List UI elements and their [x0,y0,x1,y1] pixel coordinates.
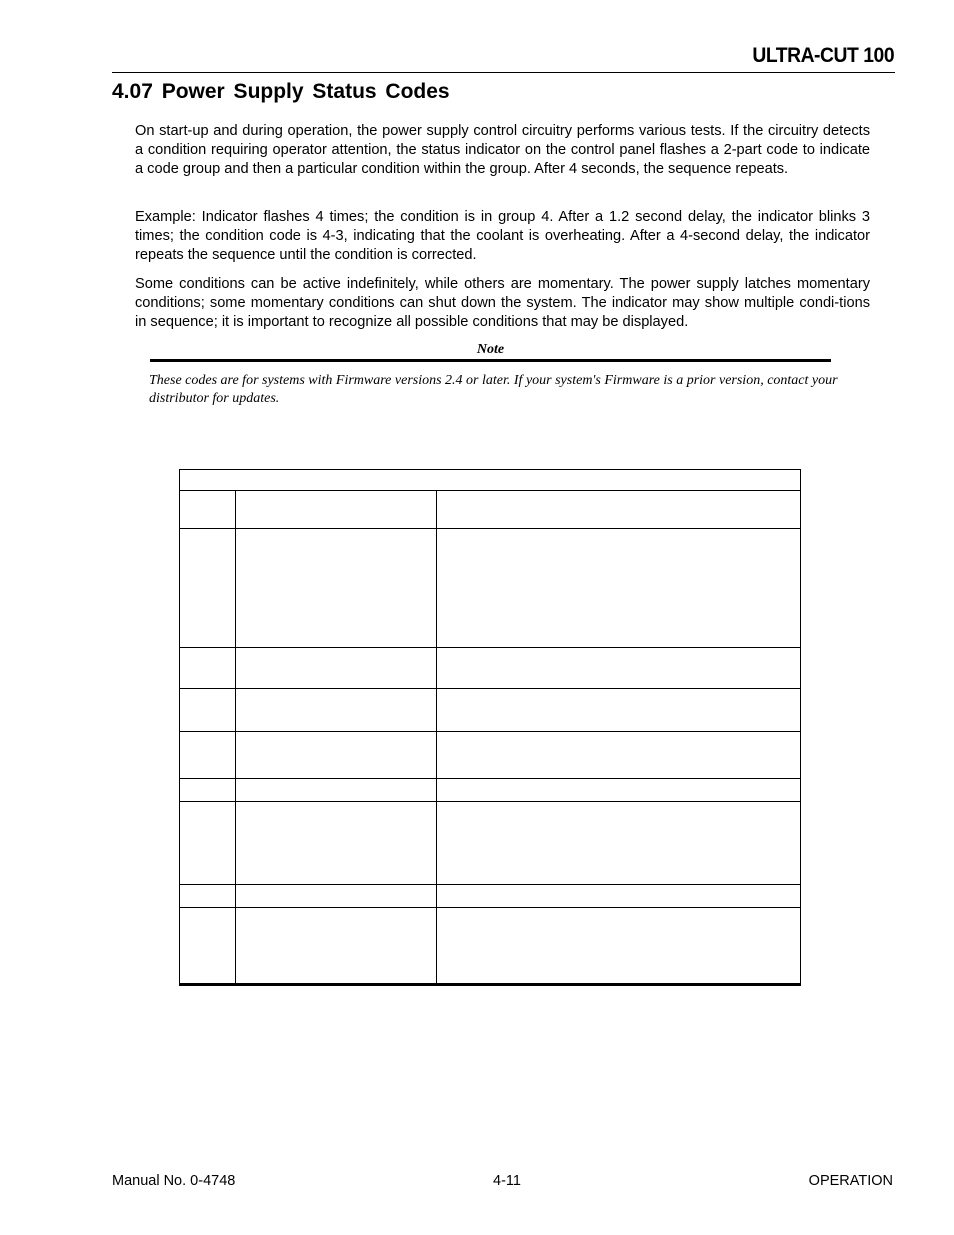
footer-manual-number: Manual No. 0-4748 [112,1173,236,1189]
section-heading: 4.07 Power Supply Status Codes [112,80,450,103]
table-row-divider [180,688,800,689]
table-row-divider [180,647,800,648]
table-row-divider [180,490,800,491]
table-row-divider [180,778,800,779]
status-code-table [179,469,801,986]
table-column-divider [436,490,437,983]
body-paragraph-1: On start-up and during operation, the power supply control circuitry performs various tests. If the circuitry detects a condition requiring operator attention, the status indicator on the control panel flashes a 2-part code to indicate a code group and then a particular condition within the group. After 4 seconds, the sequence repeats. [135,123,870,177]
note-label: Note [476,342,505,357]
table-row-divider [180,528,800,529]
table-row-divider [180,801,800,802]
document-title: ULTRA-CUT 100 [752,44,894,67]
header-rule [112,72,895,73]
footer-chapter: OPERATION [808,1173,893,1189]
table-row-divider [180,884,800,885]
table-row-divider [180,731,800,732]
table-row-divider [180,907,800,908]
note-rule [150,359,831,362]
body-paragraph-2: Example: Indicator flashes 4 times; the condition is in group 4. After a 1.2 second delay, the indicator blinks 3 times; the condition code is 4-3, indicating that the coolant is overheating. After a 4-second delay, the indicator repeats the sequence until the condition is corrected. [135,209,870,263]
note-text: These codes are for systems with Firmware versions 2.4 or later. If your system's Firmware is a prior version, contact your distributor for updates. [149,373,838,406]
footer-page-number: 4-11 [493,1173,521,1189]
body-paragraph-3: Some conditions can be active indefinitely, while others are momentary. The power supply latches momentary conditions; some momentary conditions can shut down the system. The indicator may show multiple condi-tions in sequence; it is important to recognize all possible conditions that may be displayed. [135,276,870,330]
table-column-divider [235,490,236,983]
